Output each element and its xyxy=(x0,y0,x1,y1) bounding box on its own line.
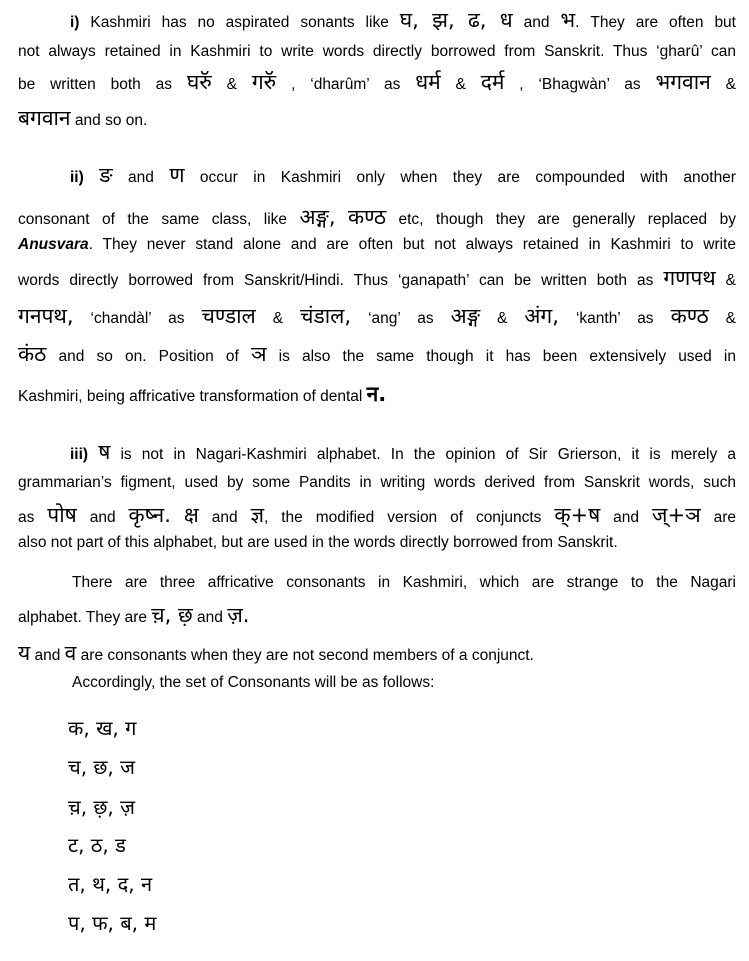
para2-line4: words directly borrowed from Sanskrit/Hindi. Thus ‘ganapath’ can be written both as गणपथ & xyxy=(18,266,736,290)
para3-line2: grammarian’s figment, used by some Pandits in writing words derived from Sanskrit words, such xyxy=(18,474,736,491)
para4-line2: alphabet. They are च़, छ़ and ज़. xyxy=(18,603,250,627)
para2-line1: ii) ङ and ण occur in Kashmiri only when they are compounded with another xyxy=(70,163,736,187)
consonant-row-1: क, ख, ग xyxy=(68,716,137,740)
para3-line1: iii) ष is not in Nagari-Kashmiri alphabet. In the opinion of Sir Grierson, it is merely a xyxy=(70,440,736,464)
consonant-row-6: प, फ, ब, म xyxy=(68,911,157,935)
para2-line2: consonant of the same class, like अङ्ग, कण्ठ etc, though they are generally replaced by xyxy=(18,205,736,229)
para3-line4: also not part of this alphabet, but are used in the words directly borrowed from Sanskrit. xyxy=(18,534,618,551)
para2-line7: Kashmiri, being affricative transformation of dental न. xyxy=(18,382,387,406)
para2-line3: Anusvara. They never stand alone and are often but not always retained in Kashmiri to write xyxy=(18,236,736,253)
consonant-row-5: त, थ, द, न xyxy=(68,872,153,896)
para4-line3: य and व are consonants when they are not second members of a conjunct. xyxy=(18,641,534,665)
para2-line6: कंठ and so on. Position of ञ is also the same though it has been extensively used in xyxy=(18,342,736,366)
para1-line2: not always retained in Kashmiri to write words directly borrowed from Sanskrit. Thus ‘gharû’ can xyxy=(18,43,736,60)
para1-line4: बगवान and so on. xyxy=(18,106,148,130)
para2-line5: गनपथ, ‘chandàl’ as चण्डाल & चंडाल, ‘ang’ as अङ्ग & अंग, ‘kanth’ as कण्ठ & xyxy=(18,304,737,328)
para1-line3: be written both as घरुॅ & गरुॅ , ‘dharûm’ as धर्म & दर्म , ‘Bhagwàn’ as भगवान & xyxy=(18,70,736,94)
para4-line1: There are three affricative consonants in Kashmiri, which are strange to the Nagari xyxy=(72,574,736,591)
consonant-row-2: च, छ, ज xyxy=(68,755,135,779)
para3-line3: as पोष and कृष्न. क्ष and ज्ञ, the modified version of conjuncts क्+ष and ज्+ञ are xyxy=(18,503,737,527)
para4-line4: Accordingly, the set of Consonants will be as follows: xyxy=(72,674,435,691)
consonant-row-4: ट, ठ, ड xyxy=(68,833,126,857)
consonant-row-3: च़, छ़, ज़ xyxy=(68,795,135,819)
para1-line1: i) Kashmiri has no aspirated sonants like घ, झ, ढ, ध and भ. They are often but xyxy=(70,8,736,32)
